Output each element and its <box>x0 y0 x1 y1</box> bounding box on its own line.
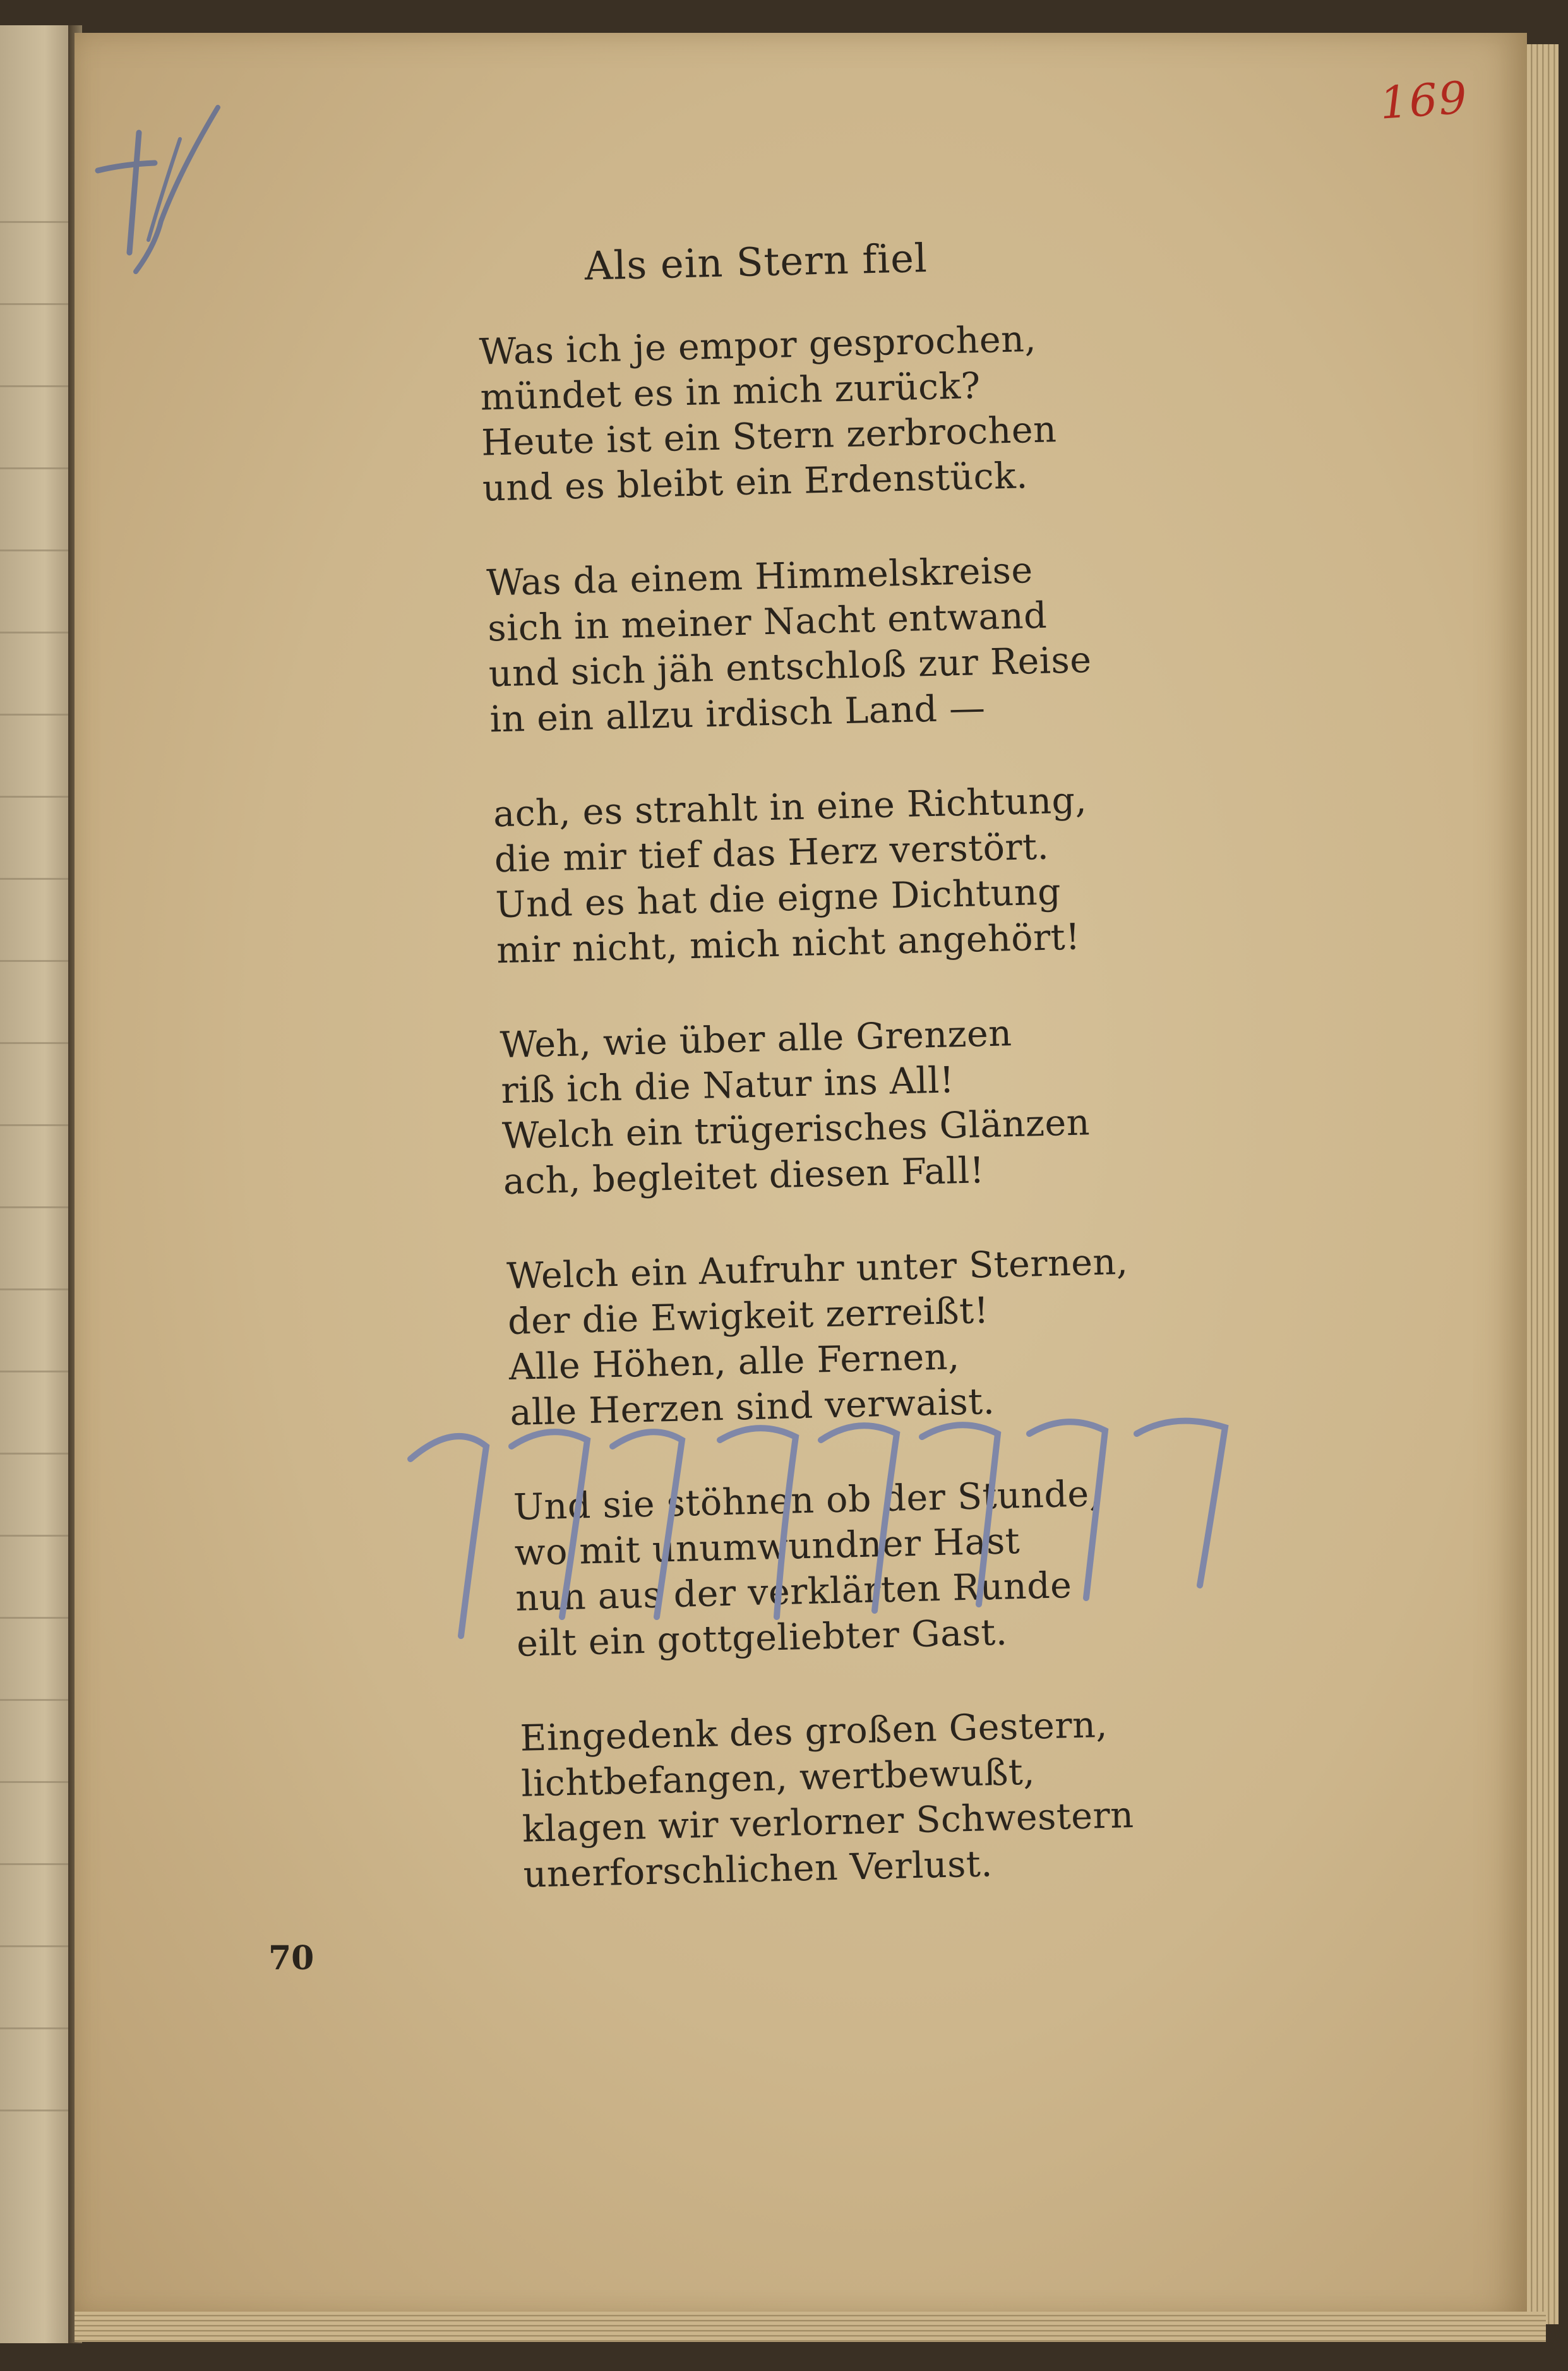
poem-line: Was da einem Himmelskreise <box>486 549 1034 604</box>
poem-line: unerforschlichen Verlust. <box>523 1843 993 1896</box>
poem-line: Welch ein Aufruhr unter Sternen, <box>506 1240 1129 1298</box>
ruled-line <box>0 632 69 633</box>
poem-line: und sich jäh entschloß zur Reise <box>488 639 1092 695</box>
stanza <box>500 1005 1222 1204</box>
ruled-line <box>0 1453 69 1455</box>
poem-line: wo mit unumwundner Hast <box>513 1520 1020 1574</box>
page-stack-edge-right <box>1527 44 1559 2324</box>
ruled-line <box>0 1042 69 1044</box>
poem-line: alle Herzen sind verwaist. <box>509 1380 995 1434</box>
ruled-line <box>0 303 69 305</box>
poem-line: lichtbefangen, wertbewußt, <box>520 1751 1036 1805</box>
poem-line: nun aus der verklärten Runde <box>515 1564 1073 1619</box>
stanza <box>506 1237 1228 1436</box>
poem-line: mündet es in mich zurück? <box>479 364 981 419</box>
ruled-line <box>0 1617 69 1619</box>
poem-line: Und es hat die eigne Dichtung <box>494 871 1062 927</box>
poem-line: mir nicht, mich nicht angehört! <box>496 916 1081 972</box>
poem-line: Heute ist ein Stern zerbrochen <box>481 409 1057 464</box>
stanza <box>493 774 1216 973</box>
ruled-line <box>0 960 69 962</box>
poem-line: ach, es strahlt in eine Richtung, <box>493 779 1087 836</box>
poem-line: Weh, wie über alle Grenzen <box>500 1012 1013 1067</box>
ruled-line <box>0 2027 69 2029</box>
poem-line: Was ich je empor gesprochen, <box>479 318 1037 373</box>
page-stack-edge-bottom <box>75 2312 1546 2342</box>
ruled-line <box>0 467 69 469</box>
ruled-line <box>0 385 69 387</box>
ruled-line <box>0 878 69 880</box>
stanza <box>486 544 1211 743</box>
ruled-line <box>0 2110 69 2111</box>
poem-line: und es bleibt ein Erdenstück. <box>482 455 1029 510</box>
poem-line: in ein allzu irdisch Land — <box>489 687 986 741</box>
poem-line: der die Ewigkeit zerreißt! <box>507 1290 990 1343</box>
poem-line: Alle Höhen, alle Fernen, <box>508 1336 961 1388</box>
poem-line: Welch ein trügerisches Glänzen <box>501 1101 1091 1158</box>
poem-line: eilt ein gottgeliebter Gast. <box>516 1611 1008 1665</box>
poem-line: riß ich die Natur ins All! <box>500 1059 955 1112</box>
ruled-line <box>0 714 69 716</box>
poem-line: sich in meiner Nacht entwand <box>487 594 1048 650</box>
poem-line: Eingedenk des großen Gestern, <box>519 1703 1108 1760</box>
ruled-line <box>0 1371 69 1372</box>
ruled-line <box>0 1206 69 1208</box>
folio-number: 169 <box>1378 71 1470 129</box>
pencil-archive-mark <box>85 95 230 278</box>
stanza <box>520 1699 1238 1898</box>
stanza <box>479 313 1206 512</box>
ruled-line <box>0 221 69 223</box>
ruled-line <box>0 1699 69 1701</box>
pencil-scribble <box>404 1408 1244 1661</box>
ruled-line <box>0 1945 69 1947</box>
ruled-line <box>0 549 69 551</box>
facing-page-edge <box>0 25 75 2343</box>
ruled-line <box>0 1781 69 1783</box>
poem-line: Und sie stöhnen ob der Stunde, <box>513 1472 1101 1528</box>
poem-line: ach, begleitet diesen Fall! <box>503 1149 985 1203</box>
poem-title: Als ein Stern fiel <box>584 234 928 289</box>
ruled-line <box>0 796 69 798</box>
ruled-line <box>0 1288 69 1290</box>
poem-line: klagen wir verlorner Schwestern <box>522 1794 1135 1851</box>
poem-line: die mir tief das Herz verstört. <box>494 825 1050 881</box>
ruled-line <box>0 1124 69 1126</box>
page-number: 70 <box>268 1939 314 1978</box>
ruled-line <box>0 1535 69 1537</box>
ruled-line <box>0 1863 69 1865</box>
